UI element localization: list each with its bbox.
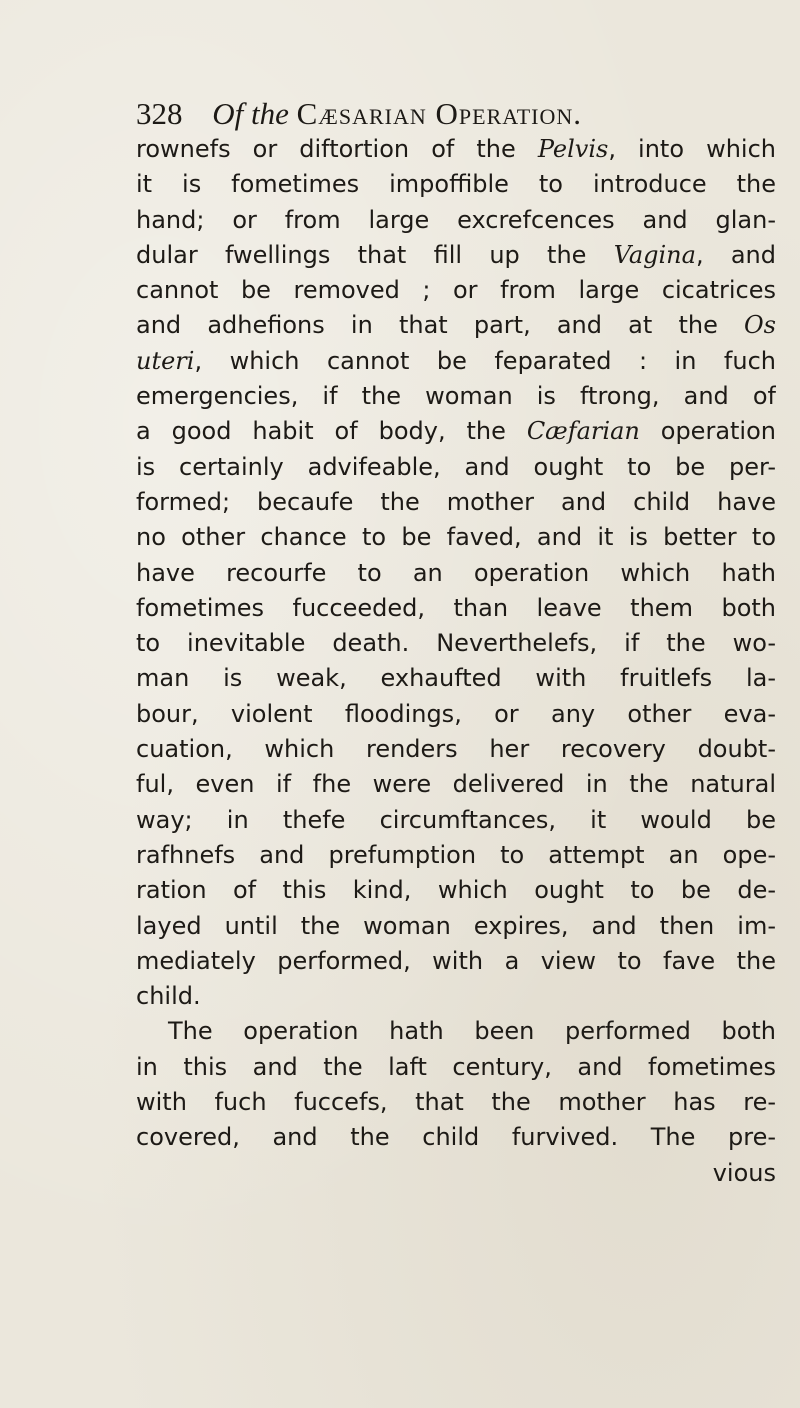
text-run: bour, violent floodings, or any other eva-: [136, 699, 776, 728]
text-run: ful, even if fhe were delivered in the natural: [136, 770, 776, 799]
text-line: [136, 732, 776, 767]
text-line: [136, 450, 776, 485]
text-line: [136, 308, 776, 343]
text-run: dular fwellings that fill up the: [136, 240, 614, 269]
text-run: a good habit of body, the: [136, 417, 527, 446]
text-run: with fuch fuccefs, that the mother has re-: [136, 1088, 776, 1117]
text-line: [136, 909, 776, 944]
italic-term: uteri: [136, 346, 195, 375]
text-run: it is fometimes impoffible to introduce the: [136, 170, 776, 199]
italic-term: Vagina: [613, 240, 696, 269]
text-line: [136, 379, 776, 414]
text-line: [136, 273, 776, 308]
text-run: and adhefions in that part, and at the: [136, 311, 744, 340]
text-run: fometimes fucceeded, than leave them both: [136, 593, 776, 622]
text-line: [136, 944, 776, 979]
text-line: [136, 838, 776, 873]
text-line: [136, 203, 776, 238]
text-line: [136, 1120, 776, 1155]
text-run: hand; or from large excrefcences and glan-: [136, 205, 776, 234]
text-run: covered, and the child furvived. The pre-: [136, 1123, 776, 1152]
text-run: is certainly advifeable, and ought to be per-: [136, 452, 776, 481]
text-line: [136, 485, 776, 520]
text-run: mediately performed, with a view to fave the: [136, 946, 776, 975]
text-run: no other chance to be faved, and it is better to: [136, 523, 776, 552]
page-header: [136, 92, 776, 136]
text-run: have recourfe to an operation which hath: [136, 558, 776, 587]
text-run: ration of this kind, which ought to be de-: [136, 876, 776, 905]
text-run: rafhnefs and prefumption to attempt an ope-: [136, 840, 776, 869]
text-run: in this and the laft century, and fometimes: [136, 1052, 776, 1081]
text-line: [136, 1156, 776, 1191]
italic-term: Os: [744, 311, 776, 340]
text-line: [136, 1050, 776, 1085]
body-text: [136, 132, 776, 1191]
text-line: [136, 238, 776, 273]
italic-term: Cæfarian: [526, 417, 640, 446]
text-line: [136, 414, 776, 449]
text-line: [136, 873, 776, 908]
text-line: [136, 697, 776, 732]
text-run: The operation hath been performed both: [168, 1017, 776, 1046]
text-run: cannot be removed ; or from large cicatrices: [136, 276, 776, 305]
text-line: [136, 520, 776, 555]
text-run: to inevitable death. Neverthelefs, if the wo-: [136, 629, 776, 658]
text-run: formed; becaufe the mother and child have: [136, 487, 776, 516]
text-run: cuation, which renders her recovery doubt-: [136, 735, 776, 764]
text-run: , which cannot be feparated : in fuch: [194, 346, 776, 375]
text-line: [136, 1085, 776, 1120]
text-run: vious: [712, 1158, 776, 1187]
text-run: man is weak, exhaufted with fruitlefs la-: [136, 664, 776, 693]
text-line: [136, 344, 776, 379]
text-line: [136, 661, 776, 696]
text-line: [136, 979, 776, 1014]
text-run: operation: [639, 417, 776, 446]
text-line: [136, 767, 776, 802]
text-run: layed until the woman expires, and then im-: [136, 911, 776, 940]
running-head-title: Cæsarian Operation.: [296, 96, 582, 131]
text-run: , and: [695, 240, 776, 269]
text-line: [136, 803, 776, 838]
page-number: 328: [136, 96, 183, 131]
running-head-of-the: Of the: [212, 96, 289, 131]
text-run: child.: [136, 982, 201, 1011]
italic-term: Pelvis: [537, 135, 609, 163]
text-line: [136, 626, 776, 661]
text-run: rownefs or diftortion of the: [136, 135, 538, 163]
text-line: [136, 591, 776, 626]
text-line: [136, 556, 776, 591]
running-head: [212, 92, 582, 136]
text-line: [136, 167, 776, 202]
text-line: [136, 1014, 776, 1049]
text-run: way; in thefe circumftances, it would be: [136, 805, 776, 834]
text-run: emergencies, if the woman is ftrong, and of: [136, 382, 776, 411]
text-line: [136, 132, 776, 167]
text-run: , into which: [608, 135, 776, 163]
